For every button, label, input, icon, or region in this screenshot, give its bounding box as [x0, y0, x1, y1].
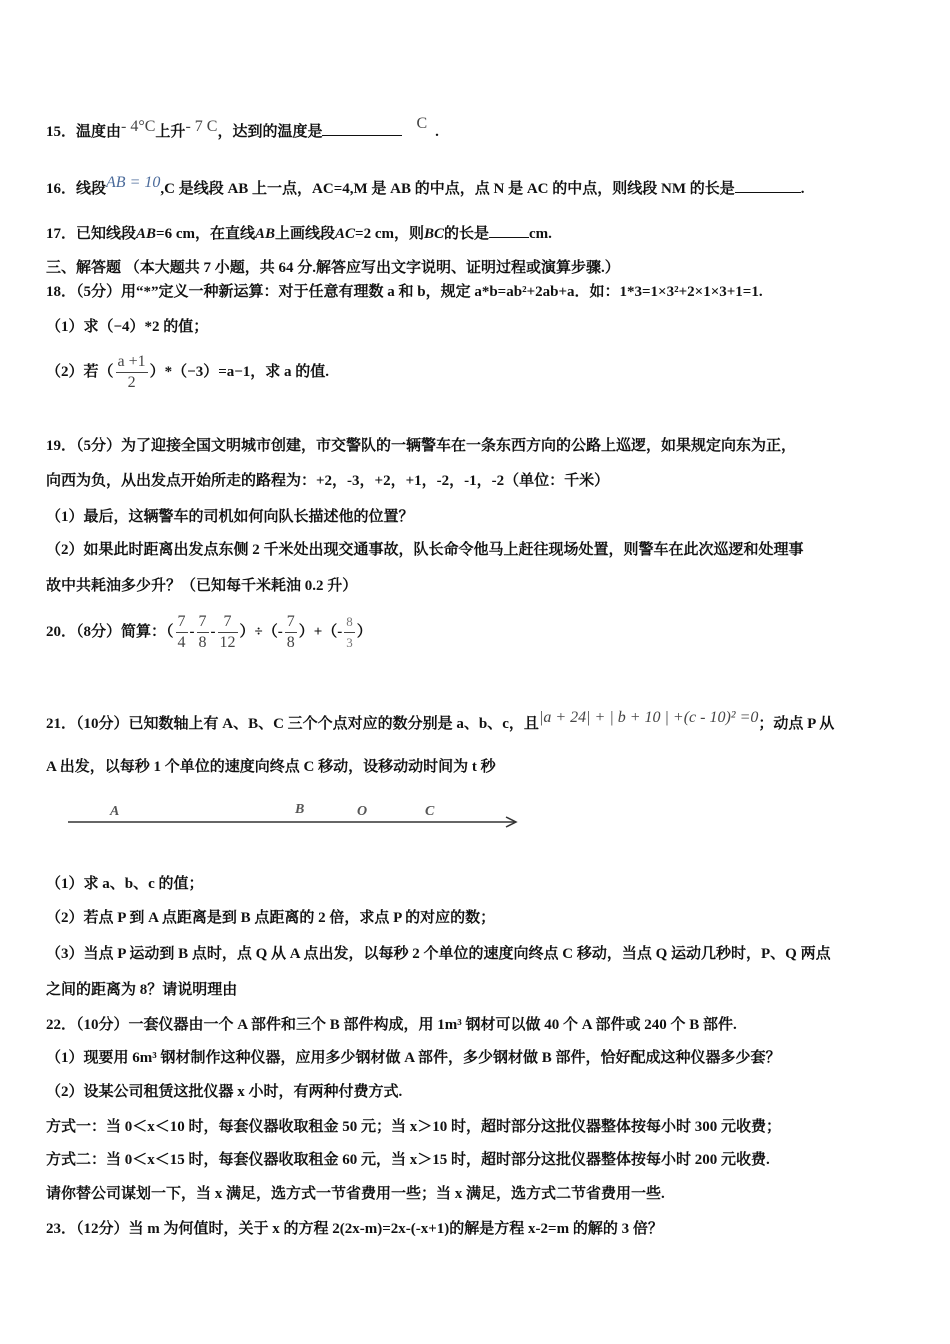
- answer-blank: [322, 121, 402, 136]
- numerator: 7: [285, 612, 297, 633]
- question-22-part1: （1）现要用 6m³ 钢材制作这种仪器，应用多少钢材做 A 部件，多少钢材做 B 部件，恰好配成这种仪器多少套？: [46, 1050, 781, 1066]
- q16-math: AB = 10: [106, 174, 161, 191]
- q20-text: 20．（8分）简算：（: [46, 623, 174, 640]
- point-c-label: C: [425, 804, 435, 819]
- q16-text: 16．线段: [46, 181, 107, 197]
- numerator: 7: [197, 612, 209, 633]
- section-3-heading: 三、解答题 （本大题共 7 小题，共 64 分.解答应写出文字说明、证明过程或演算步骤.）: [46, 260, 620, 276]
- q15-temp1: - 4°C: [121, 118, 156, 135]
- question-18-stem: 18．（5分）用“*”定义一种新运算：对于任意有理数 a 和 b，规定 a*b=ab²+2ab+a．如：1*3=1×3²+2×1×3+1=1.: [46, 284, 763, 300]
- question-21-l1: [46, 708, 834, 734]
- q17-text: 17．已知线段: [46, 226, 137, 242]
- denominator: 4: [177, 634, 186, 651]
- numerator: 7: [218, 612, 238, 633]
- q15-unit: C: [416, 115, 428, 132]
- question-22-method1: 方式一：当 0＜x＜10 时，每套仪器收取租金 50 元；当 x＞10 时，超时部分这批仪器整体按每小时 300 元收费；: [46, 1119, 782, 1135]
- q15-text2: 上升: [155, 124, 186, 140]
- q17-ab: AB: [254, 226, 275, 242]
- q17-text: 上画线段: [275, 226, 336, 242]
- q18-text: ）*（−3）=a−1，求 a 的值.: [149, 363, 330, 380]
- question-22-stem: 22．（10分）一套仪器由一个 A 部件和三个 B 部件构成，用 1m³ 钢材可以做 40 个 A 部件或 240 个 B 部件.: [46, 1017, 737, 1033]
- q17-ab: AB: [136, 226, 157, 242]
- question-19-part2a: （2）如果此时距离出发点东侧 2 千米处出现交通事故，队长命令他马上赶往现场处置，则警车在此次巡逻和处理事: [46, 542, 804, 558]
- question-21-l2: A 出发，以每秒 1 个单位的速度向终点 C 移动，设移动动时间为 t 秒: [46, 759, 496, 775]
- question-15: [46, 114, 439, 142]
- q21-equation: |a + 24| + | b + 10 | +(c - 10)² =0: [538, 709, 759, 726]
- q17-text: =2 cm，则: [355, 226, 424, 242]
- fraction: [218, 612, 238, 653]
- q20-text: ）: [356, 623, 372, 640]
- question-21-part3b: 之间的距离为 8？请说明理由: [46, 982, 238, 998]
- point-b-label: B: [295, 802, 305, 817]
- fraction: [285, 612, 297, 653]
- q20-text: ）+（-: [298, 623, 343, 640]
- q17-text: 的长是: [444, 226, 490, 242]
- question-19-part1: （1）最后，这辆警车的司机如何向队长描述他的位置？: [46, 509, 414, 525]
- denominator: 12: [219, 634, 236, 651]
- q17-text: =6 cm，在直线: [156, 226, 255, 242]
- q17-end: cm.: [529, 226, 552, 242]
- numerator: 7: [176, 612, 188, 633]
- question-21-part3a: （3）当点 P 运动到 B 点时，点 Q 从 A 点出发，以每秒 2 个单位的速度向终点 C 移动，当点 Q 运动几秒时，P、Q 两点: [46, 946, 831, 962]
- denominator: 8: [286, 634, 295, 651]
- denominator: 8: [198, 634, 207, 651]
- q15-end: .: [435, 124, 439, 140]
- q21-text: ；动点 P 从: [758, 716, 835, 732]
- question-22-ask: 请你替公司谋划一下，当 x 满足，选方式一节省费用一些；当 x 满足，选方式二节省费用一些.: [46, 1186, 665, 1202]
- fraction: [116, 352, 148, 393]
- question-21-part1: （1）求 a、b、c 的值；: [46, 876, 204, 892]
- q17-bc: BC: [423, 226, 444, 242]
- denominator: 2: [127, 374, 136, 391]
- q20-text: ）÷（-: [239, 623, 283, 640]
- numerator: a +1: [116, 352, 148, 373]
- question-16: [46, 173, 804, 199]
- q18-text: （2）若（: [46, 363, 114, 380]
- answer-blank: [735, 178, 801, 193]
- point-o-label: O: [357, 804, 368, 819]
- point-a-label: A: [110, 804, 120, 819]
- question-18-part1: （1）求（−4）*2 的值；: [46, 319, 209, 335]
- q17-ac: AC: [335, 226, 356, 242]
- question-19-part2b: 故中共耗油多少升？（已知每千米耗油 0.2 升）: [46, 578, 358, 594]
- question-21-part2: （2）若点 P 到 A 点距离是到 B 点距离的 2 倍，求点 P 的对应的数；: [46, 910, 496, 926]
- numerator: 8: [344, 612, 355, 633]
- q16-end: .: [800, 181, 805, 197]
- question-18-part2: [46, 352, 329, 393]
- q21-text: 21．（10分）已知数轴上有 A、B、C 三个个点对应的数分别是 a、b、c，且: [46, 716, 539, 732]
- answer-blank: [489, 223, 529, 238]
- fraction: [197, 612, 209, 653]
- denominator: 3: [346, 635, 353, 650]
- question-19-l1: 19．（5分）为了迎接全国文明城市创建，市交警队的一辆警车在一条东西方向的公路上巡逻，如果规定向东为正，: [46, 438, 797, 454]
- question-20: 20．（8分）简算：（ $\frac{7}{4}$ - $\frac{7}{8}$ - $\frac{7}{12}$ ）÷（- $\frac{7}{8}$ ）+（- $\frac{8}{3}$ ）: [46, 613, 372, 651]
- question-22-part2: （2）设某公司租赁这批仪器 x 小时，有两种付费方式.: [46, 1084, 403, 1100]
- fraction: [176, 612, 188, 653]
- fraction: [344, 612, 355, 653]
- question-17: [46, 223, 552, 244]
- q15-temp2: - 7 C: [185, 118, 218, 135]
- number-line-diagram: [60, 795, 530, 840]
- question-22-method2: 方式二：当 0＜x＜15 时，每套仪器收取租金 60 元，当 x＞15 时，超时部分这批仪器整体按每小时 200 元收费.: [46, 1152, 770, 1168]
- question-23: 23．（12分）当 m 为何值时，关于 x 的方程 2(2x-m)=2x-(-x+1)的解是方程 x-2=m 的解的 3 倍？: [46, 1221, 663, 1237]
- q15-text3: ，达到的温度是: [217, 124, 323, 140]
- question-19-l2: 向西为负，从出发点开始所走的路程为：+2，-3，+2，+1，-2，-1，-2（单位：千米）: [46, 473, 610, 489]
- q15-text: 15．温度由: [46, 124, 122, 140]
- q16-text2: ,C 是线段 AB 上一点，AC=4,M 是 AB 的中点，点 N 是 AC 的中点，则线段 NM 的长是: [160, 181, 735, 197]
